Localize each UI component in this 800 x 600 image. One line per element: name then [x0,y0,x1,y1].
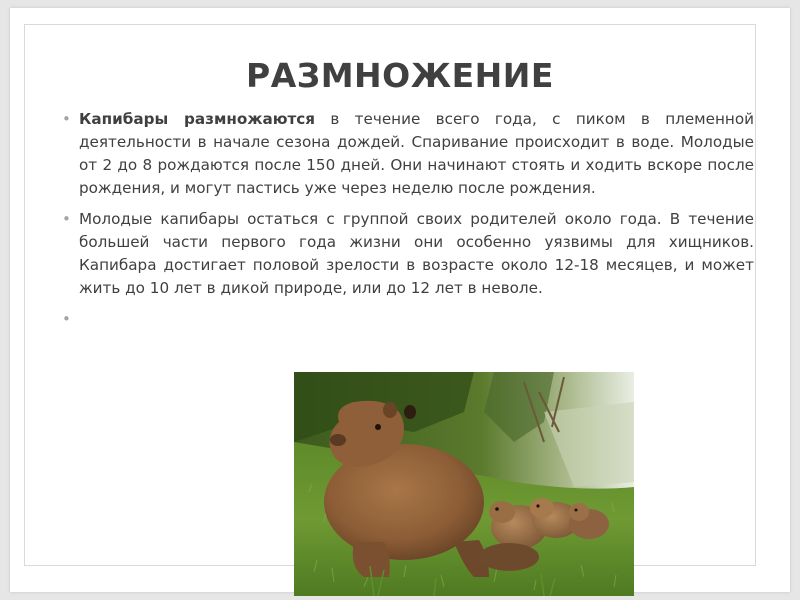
bullet-lead-text: Капибары размножаются [79,110,316,128]
bullet-marker: • [62,210,71,228]
slide-title: РАЗМНОЖЕНИЕ [246,56,554,95]
bullet-text: Молодые капибары остаться с группой своих родителей около года. В течение большей части первого года жизни они особенно уязвимы для хищников. Капибара достигает половой зрелости в возрасте около 12-18 месяцев, и может жить до 10 лет в дикой природе, или до 12 лет в неволе. [79,210,754,297]
bullet-text: в течение всего года, с пиком в племенной деятельности в начале сезона дождей. Спаривание происходит в воде. Молодые от 2 до 8 рождаются после 150 дней. Они начинают стоять и ходить вскоре после рождения, и могут пастись уже через неделю после рождения. [79,110,755,197]
bullet-marker: • [62,110,71,128]
slide-content [62,108,754,339]
bullet-item-1 [62,108,754,200]
capybara-photo-illustration [294,372,634,596]
bullet-marker: • [62,310,71,328]
bullet-item-3-empty [62,308,754,331]
capybara-photo [294,372,634,596]
bullet-item-2 [62,208,754,300]
